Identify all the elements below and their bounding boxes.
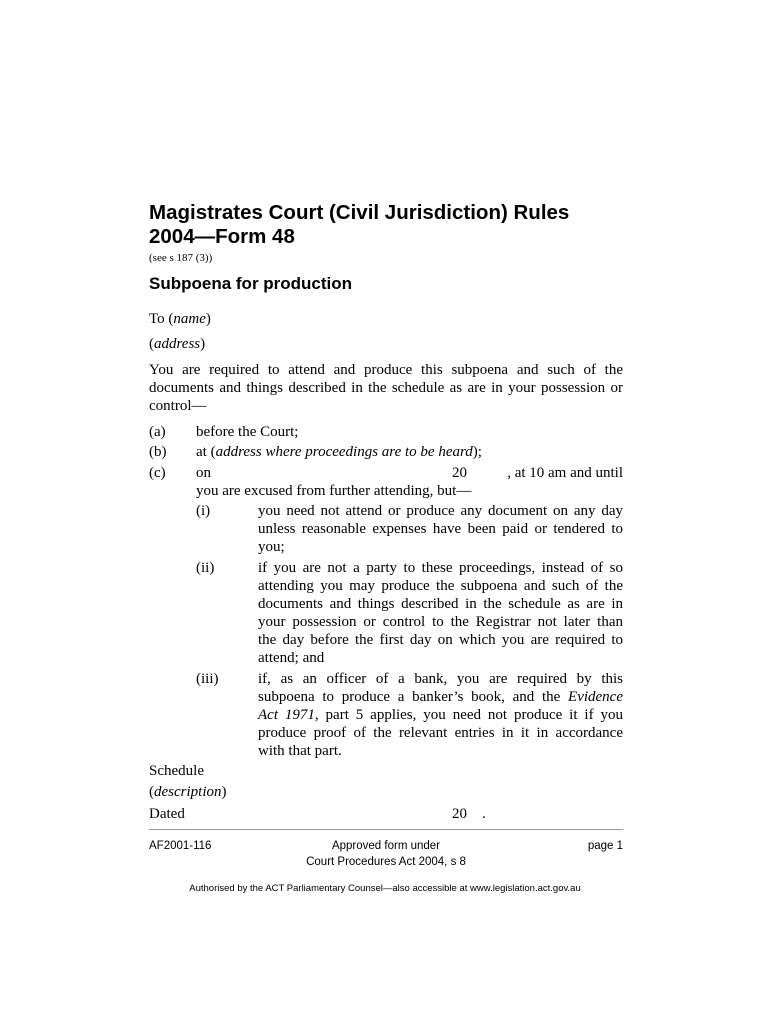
item-c-on: on	[196, 465, 211, 481]
subitem-i-line-2: unless reasonable expenses have been paid or tendered to	[258, 521, 623, 537]
dated-label: Dated	[149, 806, 185, 822]
subitem-ii-line-4: your possession or control to the Registrar not later than	[258, 614, 623, 630]
subitem-ii-line-3: documents and things described in the schedule as are in	[258, 596, 623, 612]
footer-divider	[149, 829, 623, 830]
evidence-act-title: Evidence	[568, 689, 623, 705]
subitem-iii-line-1: if, as an officer of a bank, you are required by this	[258, 671, 623, 687]
description-field: description	[154, 784, 222, 800]
item-c-year: 20	[452, 465, 467, 481]
subitem-iii-line-3: Act 1971, part 5 applies, you need not produce it if you	[258, 707, 623, 723]
intro-line-3: control—	[149, 398, 207, 414]
subitem-ii-line-1: if you are not a party to these proceedings, instead of so	[258, 560, 623, 576]
footer-form-code: AF2001-116	[149, 840, 212, 852]
item-c-label: (c)	[149, 465, 166, 481]
intro-line-1: You are required to attend and produce this subpoena and such of the	[149, 362, 623, 378]
subitem-iii-line-4: produce proof of the relevant entries in it in accordance	[258, 725, 623, 741]
footer-page-number: page 1	[587, 840, 623, 852]
hearing-address-field: address where proceedings are to be heard	[215, 444, 473, 460]
subitem-iii-line-2: subpoena to produce a banker’s book, and the Evidence	[258, 689, 623, 705]
section-reference: (see s 187 (3))	[149, 252, 213, 264]
subitem-i-label: (i)	[196, 503, 211, 519]
item-c-line-2: you are excused from further attending, but—	[196, 483, 472, 499]
footer-approved-line-1: Approved form under	[331, 840, 441, 852]
dated-year: 20	[452, 806, 467, 822]
to-line: To (name)	[149, 311, 211, 327]
dated-period: .	[482, 806, 486, 822]
subitem-iii-label: (iii)	[196, 671, 219, 687]
evidence-act-year: Act 1971	[258, 707, 315, 723]
subitem-ii-line-6: attend; and	[258, 650, 325, 666]
address-field: address	[154, 336, 201, 352]
subitem-ii-label: (ii)	[196, 560, 215, 576]
subitem-ii-line-2: attending you may produce the subpoena and such of the	[258, 578, 623, 594]
footer-approved-line-2: Court Procedures Act 2004, s 8	[306, 856, 466, 868]
address-line: (address)	[149, 336, 206, 352]
subitem-i-line-1: you need not attend or produce any document on any day	[258, 503, 623, 519]
form-title: Magistrates Court (Civil Jurisdiction) Rules 2004—Form 48	[149, 201, 570, 248]
item-c-time: , at 10 am and until	[507, 465, 623, 481]
description-line: (description)	[149, 784, 227, 800]
item-a-text: before the Court;	[196, 424, 299, 440]
subitem-iii-line-5: with that part.	[258, 743, 342, 759]
form-heading: Subpoena for production	[149, 274, 353, 293]
intro-line-2: documents and things described in the schedule as are in your possession or	[149, 380, 623, 396]
schedule-label: Schedule	[149, 763, 204, 779]
subitem-i-line-3: you;	[258, 539, 285, 555]
footer-authorisation: Authorised by the ACT Parliamentary Counsel—also accessible at www.legislation.act.gov.au	[189, 883, 581, 894]
item-b-text: at (address where proceedings are to be heard);	[196, 444, 482, 460]
item-a-label: (a)	[149, 424, 166, 440]
to-name-field: name	[173, 311, 206, 327]
item-b-label: (b)	[149, 444, 167, 460]
subitem-ii-line-5: the day before the first day on which you are required to	[258, 632, 623, 648]
